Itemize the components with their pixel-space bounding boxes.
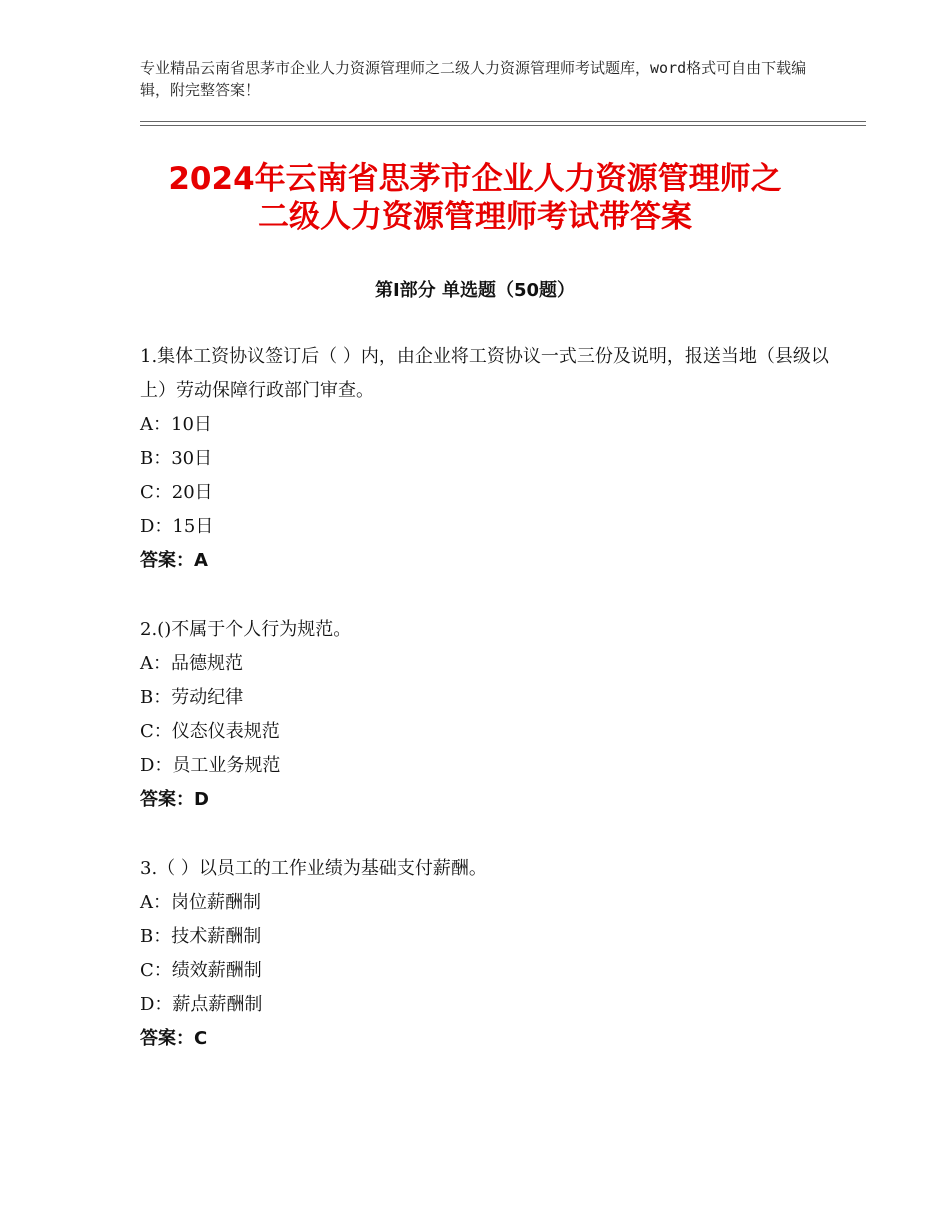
option-b: B：劳动纪律 [140, 687, 244, 708]
option-a: A：品德规范 [140, 653, 243, 674]
option-c: C：20日 [140, 482, 213, 503]
question-1 [140, 340, 840, 578]
question-stem: 3.（ ）以员工的工作业绩为基础支付薪酬。 [140, 858, 487, 879]
option-a: A：10日 [140, 414, 212, 435]
question-stem: 1.集体工资协议签订后（ ）内，由企业将工资协议一式三份及说明，报送当地（县级以上）劳动保障行政部门审查。 [140, 346, 829, 401]
option-a: A：岗位薪酬制 [140, 892, 261, 913]
option-b: B：30日 [140, 448, 213, 469]
answer: 答案：D [140, 789, 209, 810]
question-stem: 2.()不属于个人行为规范。 [140, 619, 352, 640]
answer: 答案：C [140, 1028, 208, 1049]
option-c: C：绩效薪酬制 [140, 960, 262, 981]
option-d: D：15日 [140, 516, 214, 537]
question-3 [140, 852, 840, 1056]
question-2 [140, 613, 840, 817]
option-b: B：技术薪酬制 [140, 926, 262, 947]
header-divider-top [140, 121, 866, 122]
title-line-2: 二级人力资源管理师考试带答案 [258, 199, 692, 235]
answer: 答案：A [140, 550, 208, 571]
section-heading: 第Ⅰ部分 单选题（50题） [374, 280, 575, 301]
document-title [100, 160, 850, 236]
option-c: C：仪态仪表规范 [140, 721, 280, 742]
option-d: D：薪点薪酬制 [140, 994, 263, 1015]
header-divider-bottom [140, 125, 866, 126]
header-note: 专业精品云南省思茅市企业人力资源管理师之二级人力资源管理师考试题库，word格式可自由下载编辑，附完整答案！ [140, 59, 807, 99]
option-d: D：员工业务规范 [140, 755, 281, 776]
title-line-1: 2024年云南省思茅市企业人力资源管理师之 [168, 161, 782, 197]
